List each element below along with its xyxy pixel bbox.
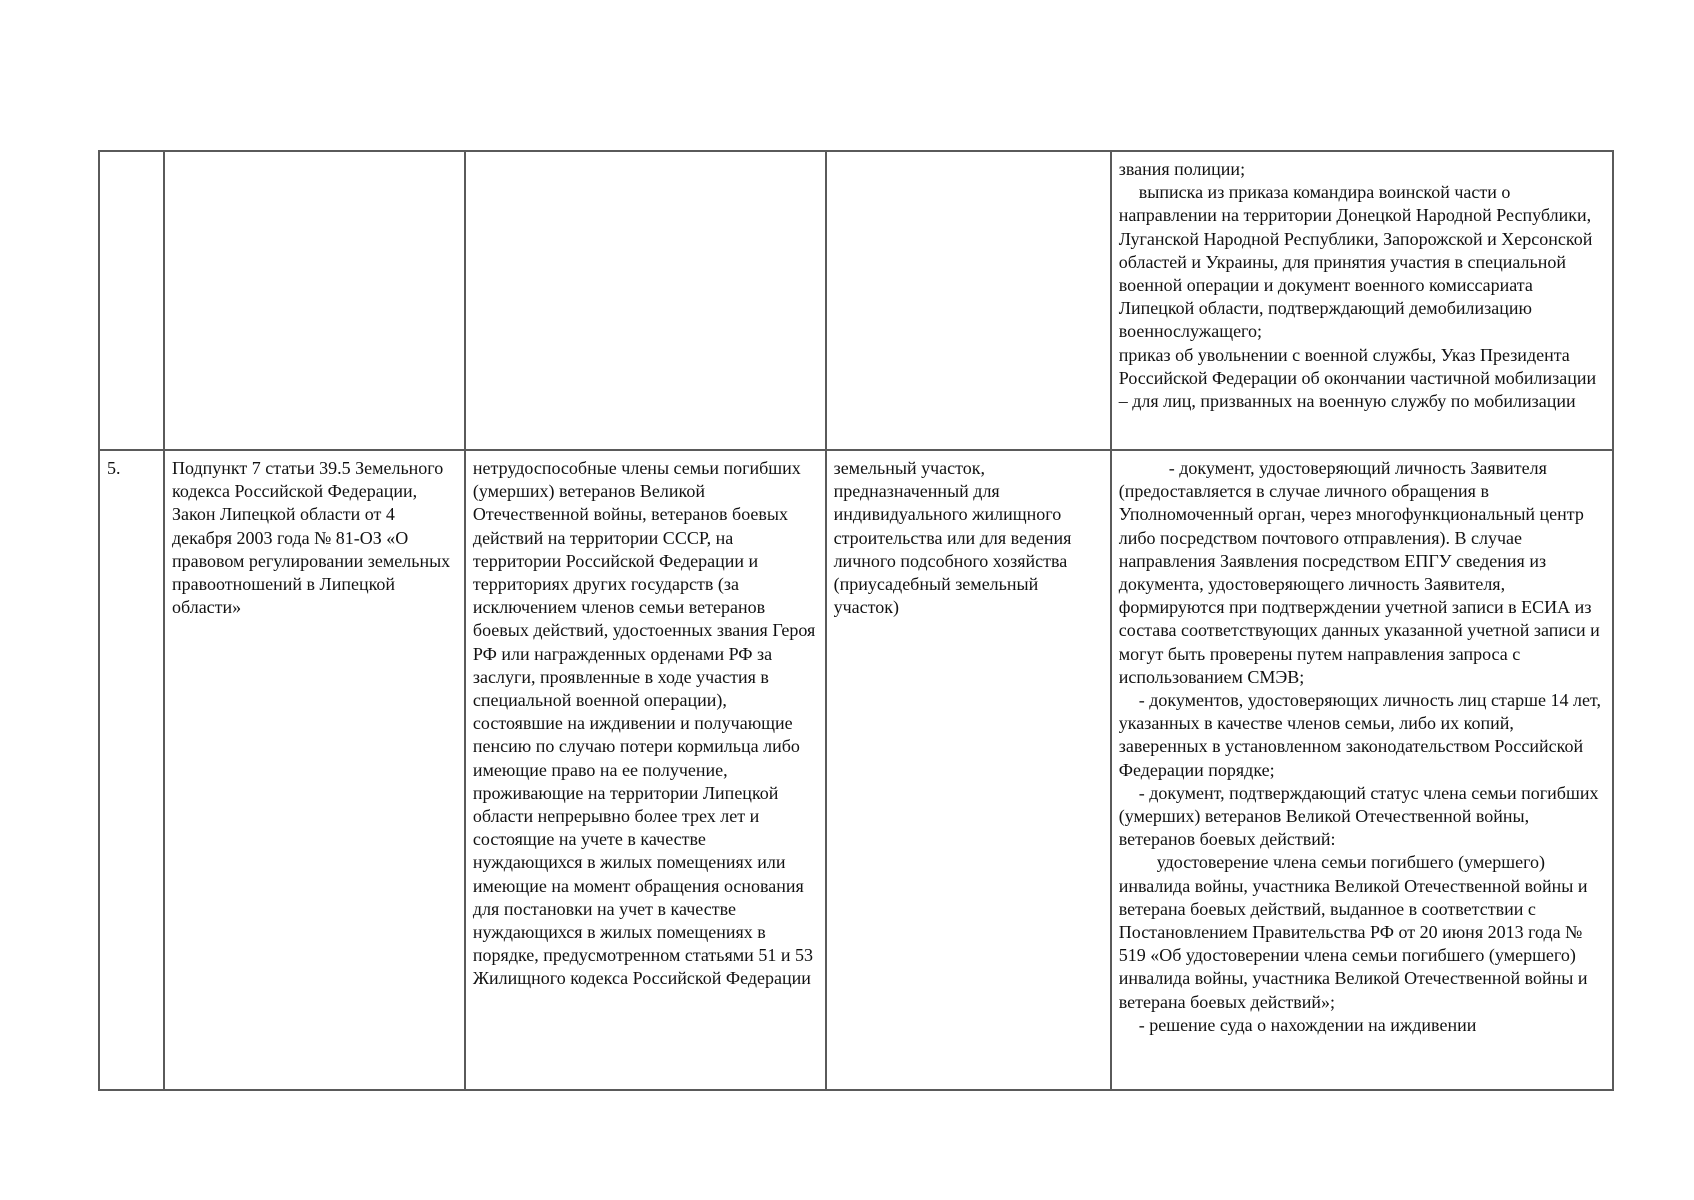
row-number: 5. [107,458,121,478]
document-table [98,150,1614,1091]
land-plot-text: земельный участок, предназначенный для индивидуального жилищного строительства или для ведения личного подсобного хозяйства (приусадебный земельный участок) [833,458,1072,618]
documents-cell [1111,151,1613,450]
document-item: - решение суда о нахождении на иждивении [1138,1014,1477,1035]
land-plot-cell [826,450,1111,1090]
category-cell [465,151,826,450]
document-item: удостоверение члена семьи погибшего (умершего) инвалида войны, участника Великой Отечественной войны и ветерана боевых действий, выданное в соответствии с Постановлением Правительства РФ от 20 июня 2013 года № 519 «Об удостоверении члена семьи погибшего (умершего) инвалида войны, участника Великой Отечественной войны и ветерана боевых действий»; [1118,852,1588,1012]
row-number-cell [99,151,164,450]
legal-basis-cell [164,450,465,1090]
category-text: нетрудоспособные члены семьи погибших (умерших) ветеранов Великой Отечественной войны, ветеранов боевых действий на территории СССР, на территории Российской Федерации и территориях других государств (за исключением членов семьи ветеранов боевых действий, удостоенных звания Героя РФ или награжденных орденами РФ за заслуги, проявленные в ходе участия в специальной военной операции), состоявшие на иждивении и получающие пенсию по случаю потери кормильца либо имеющие право на ее получение, проживающие на территории Липецкой области непрерывно более трех лет и состоящие на учете в качестве нуждающихся в жилых помещениях или имеющие на момент обращения основания для постановки на учет в качестве нуждающихся в жилых помещениях в порядке, предусмотренном статьями 51 и 53 Жилищного кодекса Российской Федерации [472,458,816,989]
table-row [99,151,1613,450]
row-number-cell [99,450,164,1090]
category-cell [465,450,826,1090]
legal-basis-text: Подпункт 7 статьи 39.5 Земельного кодекса Российской Федерации, Закон Липецкой области от 4 декабря 2003 года № 81-ОЗ «О правовом регулировании земельных правоотношений в Липецкой области» [172,458,451,618]
document-item: звания полиции; [1118,159,1246,179]
document-item: выписка из приказа командира воинской части о направлении на территории Донецкой Народной Республики, Луганской Народной Республики, Запорожской и Херсонской областей и Украины, для принятия участия в специальной военной операции и документ военного комиссариата Липецкой области, подтверждающий демобилизацию военнослужащего; [1118,182,1593,342]
document-item: - документов, удостоверяющих личность лиц старше 14 лет, указанных в качестве членов семьи, либо их копий, заверенных в установленном законодательством Российской Федерации порядке; [1118,690,1601,780]
table-row [99,450,1613,1090]
document-item: приказ об увольнении с военной службы, Указ Президента Российской Федерации об окончании частичной мобилизации – для лиц, призванных на военную службу по мобилизации [1118,344,1597,412]
document-item: - документ, подтверждающий статус члена семьи погибших (умерших) ветеранов Великой Отечественной войны, ветеранов боевых действий: [1118,782,1599,850]
land-plot-cell [826,151,1111,450]
documents-cell [1111,450,1613,1090]
document-item: - документ, удостоверяющий личность Заявителя (предоставляется в случае личного обращения в Уполномоченный орган, через многофункциональный центр либо посредством почтового отправления). В случае направления Заявления посредством ЕПГУ сведения из документа, удостоверяющего личность Заявителя, формируются при подтверждении учетной записи в ЕСИА из состава соответствующих данных указанной учетной записи и могут быть проверены путем направления запроса с использованием СМЭВ; [1118,458,1600,687]
legal-basis-cell [164,151,465,450]
